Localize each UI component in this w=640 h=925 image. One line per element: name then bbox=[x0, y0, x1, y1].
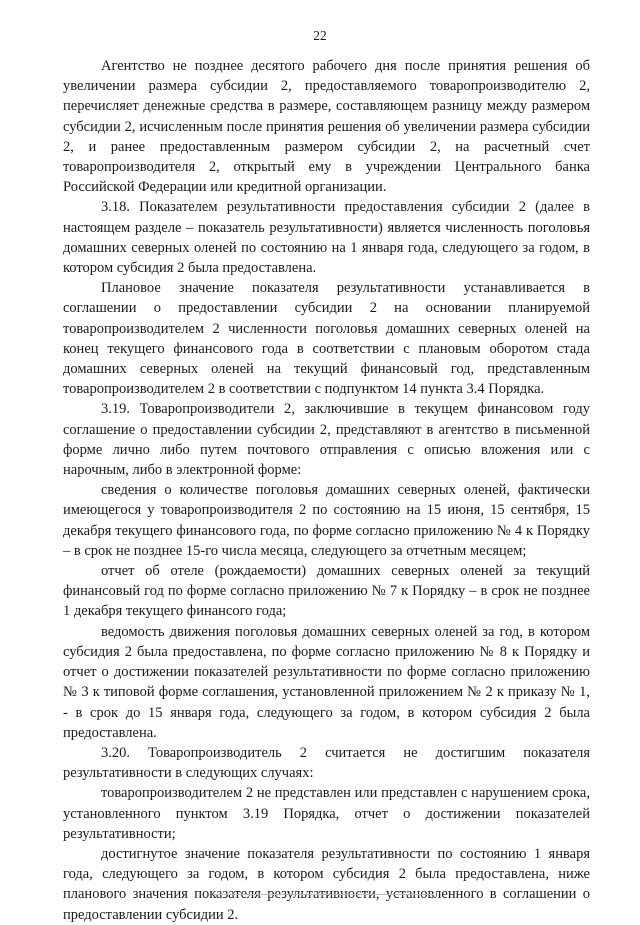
paragraph-report-not-submitted: товаропроизводителем 2 не представлен или представлен с нарушением срока, установленного пунктом 3.19 Порядка, отчет о достижении показателей результативности; bbox=[63, 785, 590, 842]
paragraph-value-below-plan: достигнутое значение показателя результативности по состоянию 1 января года, следующего за годом, в котором субсидия 2 была предоставлена, ниже планового значения показателя результативности, установленного в соглашении о предоставлении субсидии 2. bbox=[63, 845, 590, 923]
paragraph-3-20: 3.20. Товаропроизводитель 2 считается не достигшим показателя результативности в следующих случаях: bbox=[63, 744, 590, 782]
paragraph-planned-value: Плановое значение показателя результативности устанавливается в соглашении о предоставлении субсидии 2 на основании планируемой товаропроизводителем 2 численности поголовья домашних северных оленей на конец текущего финансового года в соответствии с плановым оборотом стада домашних северных оленей на текущий финансовый год, представленным товаропроизводителем 2 в соответствии с подпунктом 14 пункта 3.4 Порядка. bbox=[63, 280, 590, 398]
paragraph-herd-movement-statement: ведомость движения поголовья домашних северных оленей за год, в котором субсидия 2 была предоставлена, по форме согласно приложению № 8 к Порядку и отчет о достижении показателей результативности по форме согласно приложению № 3 к типовой форме соглашения, установленной приложением № 2 к приказу № 1, - в срок до 15 января года, следующего за годом, в котором субсидия 2 была предоставлена. bbox=[63, 623, 590, 741]
paragraph-3-19: 3.19. Товаропроизводители 2, заключившие в текущем финансовом году соглашение о предоставлении субсидии 2, представляют в агентство в письменной форме лично либо путем почтового отправления с описью вложения или с нарочным, либо в электронной форме: bbox=[63, 401, 590, 479]
page-number: 22 bbox=[313, 28, 327, 43]
paragraph-transfer-funds: Агентство не позднее десятого рабочего дня после принятия решения об увеличении размера субсидии 2, предоставляемого товаропроизводителю 2, перечисляет денежные средства в размере, составляющем разницу между размером субсидии 2, исчисленным после принятия решения об увеличении размера субсидии 2, и ранее предоставленным размером субсидии 2, на расчетный счет товаропроизводителя 2, открытый ему в учреждении Центрального банка Российской Федерации или кредитной организации. bbox=[63, 58, 590, 196]
document-body bbox=[63, 56, 590, 925]
footer-rule bbox=[213, 894, 433, 895]
paragraph-3-18: 3.18. Показателем результативности предоставления субсидии 2 (далее в настоящем разделе – показатель результативности) является численность поголовья домашних северных оленей по состоянию на 1 января года, следующего за годом, в котором субсидия 2 была предоставлена. bbox=[63, 199, 590, 277]
paragraph-herd-count-info: сведения о количестве поголовья домашних северных оленей, фактически имеющегося у товаропроизводителя 2 по состоянию на 15 июня, 15 сентября, 15 декабря текущего финансового года, по форме согласно приложению № 4 к Порядку – в срок не позднее 15-го числа месяца, следующего за отчетным месяцем; bbox=[63, 482, 590, 559]
paragraph-calving-report: отчет об отеле (рождаемости) домашних северных оленей за текущий финансовый год по форме согласно приложению № 7 к Порядку – в срок не позднее 1 декабря текущего финансого года; bbox=[63, 563, 590, 620]
